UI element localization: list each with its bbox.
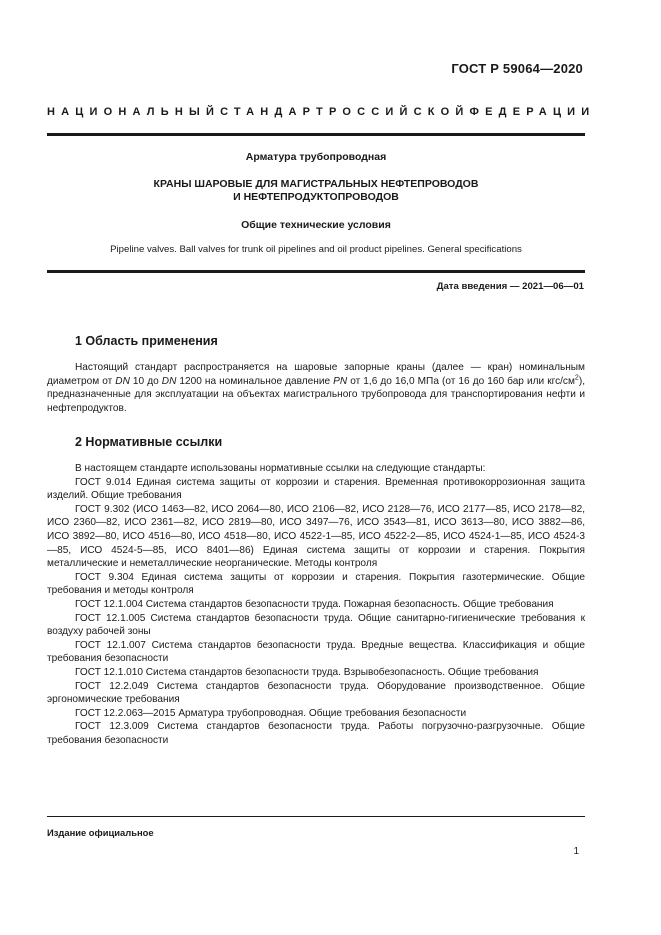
title-group: Арматура трубопроводная <box>245 151 387 163</box>
reference-paragraph: ГОСТ 9.304 Единая система защиты от коррозии и старения. Покрытия газотермические. Общие требования и методы контроля <box>47 571 585 597</box>
reference-paragraph: ГОСТ 9.014 Единая система защиты от коррозии и старения. Временная противокоррозионная защита изделий. Общие требования <box>47 476 585 502</box>
section-2-body <box>47 462 585 747</box>
reference-paragraph: В настоящем стандарте использованы нормативные ссылки на следующие стандарты: <box>75 463 486 474</box>
edition-note: Издание официальное <box>47 827 154 838</box>
bottom-title-rule <box>47 270 585 273</box>
reference-paragraph: ГОСТ 12.1.005 Система стандартов безопасности труда. Общие санитарно-гигиенические требования к воздуху рабочей зоны <box>47 612 585 638</box>
reference-paragraph: ГОСТ 12.1.010 Система стандартов безопасности труда. Взрывобезопасность. Общие требования <box>75 666 539 678</box>
page-number: 1 <box>573 846 579 857</box>
national-standard-banner <box>47 106 596 118</box>
scope-text-1: Настоящий стандарт распространяется на шаровые запорные краны (далее — кран) номинальным диаметром от <box>47 362 585 387</box>
top-rule <box>47 133 585 136</box>
section-1-paragraph <box>47 361 585 415</box>
title-english: Pipeline valves. Ball valves for trunk oil pipelines and oil product pipelines. General specifications <box>110 244 522 255</box>
superscript: 2 <box>574 374 579 382</box>
title-subtitle: Общие технические условия <box>241 219 391 231</box>
reference-paragraph: ГОСТ 12.1.007 Система стандартов безопасности труда. Вредные вещества. Классификация и общие требования безопасности <box>47 639 585 665</box>
section-1-body <box>47 361 585 415</box>
scope-text-5: ), предназначенные для эксплуатации на объектах магистрального трубопровода для транспортирования нефти и нефтепродуктов. <box>47 375 585 414</box>
reference-paragraph: ГОСТ 12.2.063—2015 Арматура трубопроводная. Общие требования безопасности <box>75 707 467 719</box>
scope-text-3: 1200 на номинальное давление <box>176 375 334 387</box>
title-main-line-1: КРАНЫ ШАРОВЫЕ ДЛЯ МАГИСТРАЛЬНЫХ НЕФТЕПРОВОДОВ <box>153 178 479 190</box>
section-1-heading: 1 Область применения <box>75 334 218 348</box>
introduction-date: Дата введения — 2021—06—01 <box>436 281 584 292</box>
banner-word-3: РОССИЙСКОЙ <box>328 106 470 118</box>
dn-symbol: DN <box>115 375 130 387</box>
scope-text-4: от 1,6 до 16,0 МПа (от 16 до 160 бар или кгс/см <box>347 375 575 387</box>
document-code: ГОСТ Р 59064—2020 <box>451 61 583 76</box>
dn-symbol: DN <box>161 375 177 387</box>
reference-paragraph: ГОСТ 9.302 (ИСО 1463—82, ИСО 2064—80, ИСО 2106—82, ИСО 2128—76, ИСО 2177—85, ИСО 2178—82, ИСО 2360—82, ИСО 2361—82, ИСО 2819—80, ИСО 3497—76, ИСО 3543—81, ИСО 3613—80, ИСО 3882—86, ИСО 3892—80, ИСО 4516—80, ИСО 4518—80, ИСО 4522-1—85, ИСО 4522-2—85, ИСО 4524-1—85, ИСО 4524-3—85, ИСО 4524-5—85, ИСО 8401—86) Единая система защиты от коррозии и старения. Покрытия металлические и неметаллические неорганические. Методы контроля <box>47 503 585 570</box>
reference-paragraph: ГОСТ 12.3.009 Система стандартов безопасности труда. Работы погрузочно-разгрузочные. Общие требования безопасности <box>47 721 585 746</box>
banner-word-4: ФЕДЕРАЦИИ <box>469 106 596 118</box>
reference-paragraph: ГОСТ 12.2.049 Система стандартов безопасности труда. Оборудование производственное. Общие эргономические требования <box>47 680 585 706</box>
pn-symbol: PN <box>333 375 348 387</box>
title-main-line-2: И НЕФТЕПРОДУКТОПРОВОДОВ <box>233 191 399 203</box>
banner-word-2: СТАНДАРТ <box>220 106 329 118</box>
banner-word-1: НАЦИОНАЛЬНЫЙ <box>47 106 221 118</box>
section-2-heading: 2 Нормативные ссылки <box>75 435 223 449</box>
scope-text-2: 10 до <box>129 375 162 387</box>
title-main <box>47 178 585 204</box>
reference-paragraph: ГОСТ 12.1.004 Система стандартов безопасности труда. Пожарная безопасность. Общие требования <box>75 598 554 610</box>
footer-rule <box>47 816 585 817</box>
